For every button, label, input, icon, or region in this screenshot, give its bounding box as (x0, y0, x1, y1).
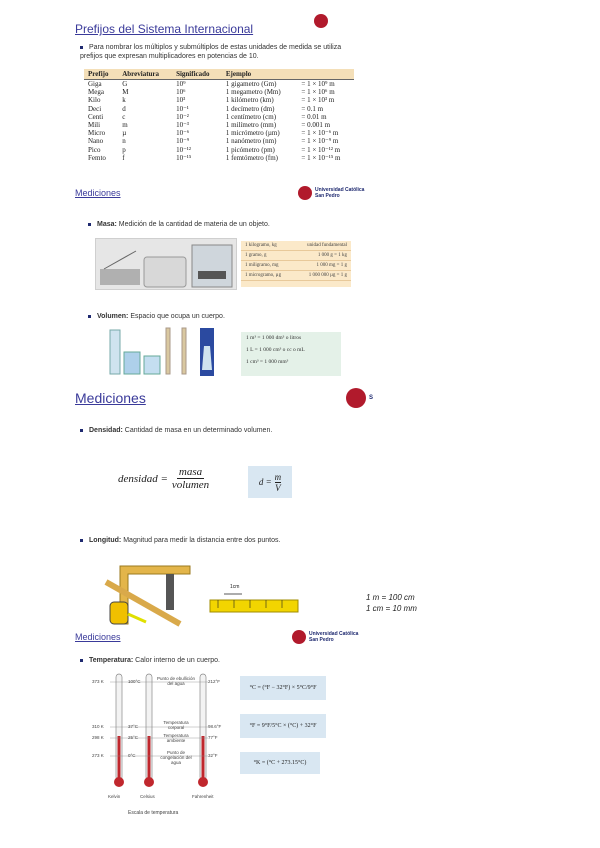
masa-table-cell: unidad fundamental (307, 243, 347, 248)
fahrenheit-tick-0: 212°F (208, 679, 221, 684)
table-cell: m (122, 121, 128, 130)
masa-table-row (241, 261, 351, 271)
prefijos-bullet-text: Para nombrar los múltiplos y submúltiplos de estas unidades de medida se utiliza prefijos que expresan multiplicadores en potencias de 10. (80, 44, 342, 60)
kelvin-tick-2: 298 K (92, 735, 104, 740)
temperatura-label: Temperatura: (89, 657, 134, 664)
col-abreviatura: Abreviatura (118, 69, 172, 80)
bullet-icon (80, 429, 83, 432)
table-cell: G (122, 80, 128, 88)
logo-line-1: Universidad Católica (309, 631, 359, 637)
table-cell: 1 centímetro (cm) (225, 112, 277, 121)
table-cell: 10⁻² (176, 112, 189, 121)
table-cell: 1 micrómetro (µm) (225, 129, 280, 138)
table-cell: Centi (88, 112, 104, 121)
table-cell: n (122, 137, 126, 146)
shield-icon (346, 388, 366, 408)
table-cell: c (122, 112, 126, 121)
table-row (84, 146, 354, 154)
eq-m-cm: 1 m = 100 cm (366, 593, 415, 602)
formula2-denominator: V (275, 482, 281, 493)
table-cell: k (122, 96, 126, 105)
table-row (84, 137, 354, 145)
volumen-bullet (88, 312, 225, 321)
table-row (84, 88, 354, 96)
masa-table-cell: 1 000 g = 1 kg (317, 253, 347, 258)
celsius-tick-1: 37°C (128, 724, 139, 729)
longitud-bullet (80, 536, 280, 545)
prefixes-table-body (84, 80, 354, 163)
fahrenheit-label: Fahrenheit (192, 794, 214, 799)
mid-label-0: Punto de ebullición del agua (156, 676, 196, 686)
celsius-label: Celsius (140, 794, 155, 799)
formula2-numerator: m (274, 471, 282, 482)
shield-icon (292, 630, 306, 644)
table-cell: 10⁻¹⁵ (176, 153, 192, 162)
col-prefijo: Prefijo (84, 69, 118, 80)
prefijos-heading: Prefijos del Sistema Internacional (75, 22, 254, 36)
table-row (84, 154, 354, 162)
formula2-lhs: d = (258, 477, 272, 487)
table-cell: f (122, 153, 125, 162)
table-cell: = 0.1 m (301, 104, 324, 113)
balances-image (95, 238, 237, 290)
masa-table-cell: 1 gramo, g (245, 253, 267, 258)
table-cell: 10⁻¹ (176, 104, 189, 113)
celsius-tick-2: 25°C (128, 735, 139, 740)
measuring-tools-image (100, 564, 192, 628)
kelvin-tick-3: 273 K (92, 753, 104, 758)
densidad-formula (118, 466, 209, 491)
volumen-table-row: 1 L = 1 000 cm³ o cc o mL (246, 347, 305, 353)
table-cell: = 1 × 10⁻¹² m (301, 145, 341, 154)
mid-label-2: Temperatura ambiente (163, 733, 189, 743)
logo-line-2: San Pedro (309, 637, 334, 643)
university-logo (314, 14, 328, 28)
table-row (84, 80, 354, 89)
logo-s: S (369, 395, 374, 401)
masa-table-cell: 1 microgramo, µg (245, 273, 282, 278)
table-cell: 10⁻⁶ (176, 129, 190, 138)
university-logo-4 (292, 630, 358, 644)
table-cell: = 1 × 10⁶ m (301, 88, 335, 97)
measuring-tools-illustration (100, 564, 192, 628)
table-cell: Deci (88, 104, 102, 113)
masa-table-row (241, 251, 351, 261)
table-row (84, 129, 354, 137)
masa-table-cell: 1 000 mg = 1 g (316, 263, 347, 268)
table-cell: 1 nanómetro (nm) (225, 137, 277, 146)
masa-bullet (88, 220, 270, 229)
kelvin-tick-1: 310 K (92, 724, 104, 729)
table-cell: 10⁻³ (176, 121, 189, 130)
kelvin-label: Kelvin (108, 794, 121, 799)
mid-label-3: Punto de congelación del agua (160, 750, 192, 765)
table-cell: 10⁶ (176, 88, 186, 97)
volumen-text: Espacio que ocupa un cuerpo. (130, 313, 225, 320)
table-header-row (84, 69, 354, 80)
fahrenheit-tick-2: 77°F (208, 735, 218, 740)
formula-f-to-c: °C = (°F − 32°F) × 5°C/9°F (240, 676, 326, 700)
ruler-illustration (208, 592, 300, 614)
ruler-image (208, 584, 300, 614)
mediciones-heading-1: Mediciones (75, 188, 121, 198)
table-cell: = 1 × 10⁹ m (301, 80, 335, 88)
fahrenheit-tick-1: 98.6°F (208, 724, 222, 729)
bullet-icon (88, 315, 91, 318)
ruler-label: 1cm (230, 584, 240, 590)
formula-lhs: densidad = (118, 472, 168, 485)
col-ejemplo: Ejemplo (222, 69, 354, 80)
celsius-tick-3: 0°C (128, 753, 136, 758)
table-row (84, 105, 354, 113)
masa-table-row (241, 241, 351, 251)
table-cell: µ (122, 129, 127, 138)
masa-table-cell: 1 kilogramo, kg (245, 243, 277, 248)
celsius-tick-0: 100°C (128, 679, 141, 684)
table-cell: Mega (88, 88, 104, 97)
table-cell: Micro (88, 129, 106, 138)
densidad-label: Densidad: (89, 427, 123, 434)
logo-line-1: Universidad Católica (315, 187, 365, 193)
table-row (84, 121, 354, 129)
masa-text: Medición de la cantidad de materia de un objeto. (118, 221, 270, 228)
table-cell: p (122, 145, 126, 154)
bullet-icon (88, 223, 91, 226)
shield-icon (298, 186, 312, 200)
table-cell: 10⁻⁹ (176, 137, 190, 146)
table-cell: = 1 × 10³ m (301, 96, 335, 105)
temperature-caption: Escala de temperatura (128, 810, 179, 816)
masa-label: Masa: (97, 221, 117, 228)
densidad-short-formula (248, 466, 292, 498)
thermometers-diagram (88, 670, 228, 802)
table-cell: = 1 × 10⁻⁹ m (301, 137, 339, 146)
masa-table (241, 241, 351, 287)
table-cell: = 0.01 m (301, 112, 327, 121)
mid-label-1: Temperatura corporal (163, 720, 189, 730)
table-cell: 1 milímetro (mm) (225, 121, 277, 130)
table-cell: 1 picómetro (pm) (225, 145, 275, 154)
table-row (84, 113, 354, 121)
mediciones-heading-2: Mediciones (75, 390, 146, 406)
prefixes-table (84, 69, 354, 162)
bullet-icon (80, 46, 83, 49)
densidad-text: Cantidad de masa en un determinado volumen. (124, 427, 273, 434)
university-logo-2 (298, 186, 364, 200)
balances-illustration (96, 239, 238, 291)
table-cell: Giga (88, 80, 102, 88)
table-cell: d (122, 104, 126, 113)
table-cell: = 1 × 10⁻⁶ m (301, 129, 339, 138)
table-cell: M (122, 88, 129, 97)
table-cell: 10³ (176, 96, 186, 105)
table-cell: 1 megametro (Mm) (225, 88, 281, 97)
volumen-label: Volumen: (97, 313, 129, 320)
longitud-label: Longitud: (89, 537, 122, 544)
table-cell: 10⁻¹² (176, 145, 191, 154)
longitud-text: Magnitud para medir la distancia entre dos puntos. (123, 537, 281, 544)
table-row (84, 96, 354, 104)
table-cell: = 1 × 10⁻¹⁵ m (301, 153, 341, 162)
bullet-icon (80, 659, 83, 662)
volumen-table-row: 1 m³ = 1 000 dm³ o litros (246, 335, 302, 341)
table-cell: Femto (88, 153, 106, 162)
thermometers-illustration (88, 670, 228, 792)
formula-denominator: volumen (171, 479, 210, 491)
table-cell: Pico (88, 145, 101, 154)
length-equivalences (366, 592, 417, 614)
volumen-table-row: 1 cm³ = 1 000 mm³ (246, 359, 289, 365)
glassware-illustration (108, 326, 218, 378)
table-cell: 1 gigametro (Gm) (225, 80, 277, 88)
masa-table-row (241, 271, 351, 281)
glassware-image (108, 326, 218, 378)
table-cell: = 0.001 m (301, 121, 331, 130)
temperatura-text: Calor interno de un cuerpo. (135, 657, 221, 664)
densidad-bullet (80, 426, 272, 435)
masa-table-cell: 1 000 000 µg = 1 g (308, 273, 347, 278)
formula-numerator: masa (178, 466, 203, 478)
table-cell: 10⁹ (176, 80, 186, 88)
fahrenheit-tick-3: 32°F (208, 753, 218, 758)
table-cell: 1 femtómetro (fm) (225, 153, 278, 162)
table-cell: Kilo (88, 96, 101, 105)
kelvin-tick-0: 373 K (92, 679, 104, 684)
volumen-table (241, 332, 341, 376)
table-cell: Nano (88, 137, 104, 146)
table-cell: 1 kilómetro (km) (225, 96, 274, 105)
masa-table-cell: 1 miligramo, mg (245, 263, 279, 268)
logo-line-2: San Pedro (315, 193, 340, 199)
col-significado: Significado (172, 69, 222, 80)
formula-c-to-k: °K = (°C + 273.15°C) (240, 752, 320, 774)
table-cell: Mili (88, 121, 101, 130)
table-cell: 1 decímetro (dm) (225, 104, 275, 113)
prefijos-bullet (80, 43, 352, 61)
mediciones-heading-3: Mediciones (75, 632, 121, 642)
temperatura-bullet (80, 656, 220, 665)
formula-c-to-f: °F = 9°F/5°C × (°C) + 32°F (240, 714, 326, 738)
eq-cm-mm: 1 cm = 10 mm (366, 604, 417, 613)
bullet-icon (80, 539, 83, 542)
university-logo-3 (346, 388, 373, 408)
